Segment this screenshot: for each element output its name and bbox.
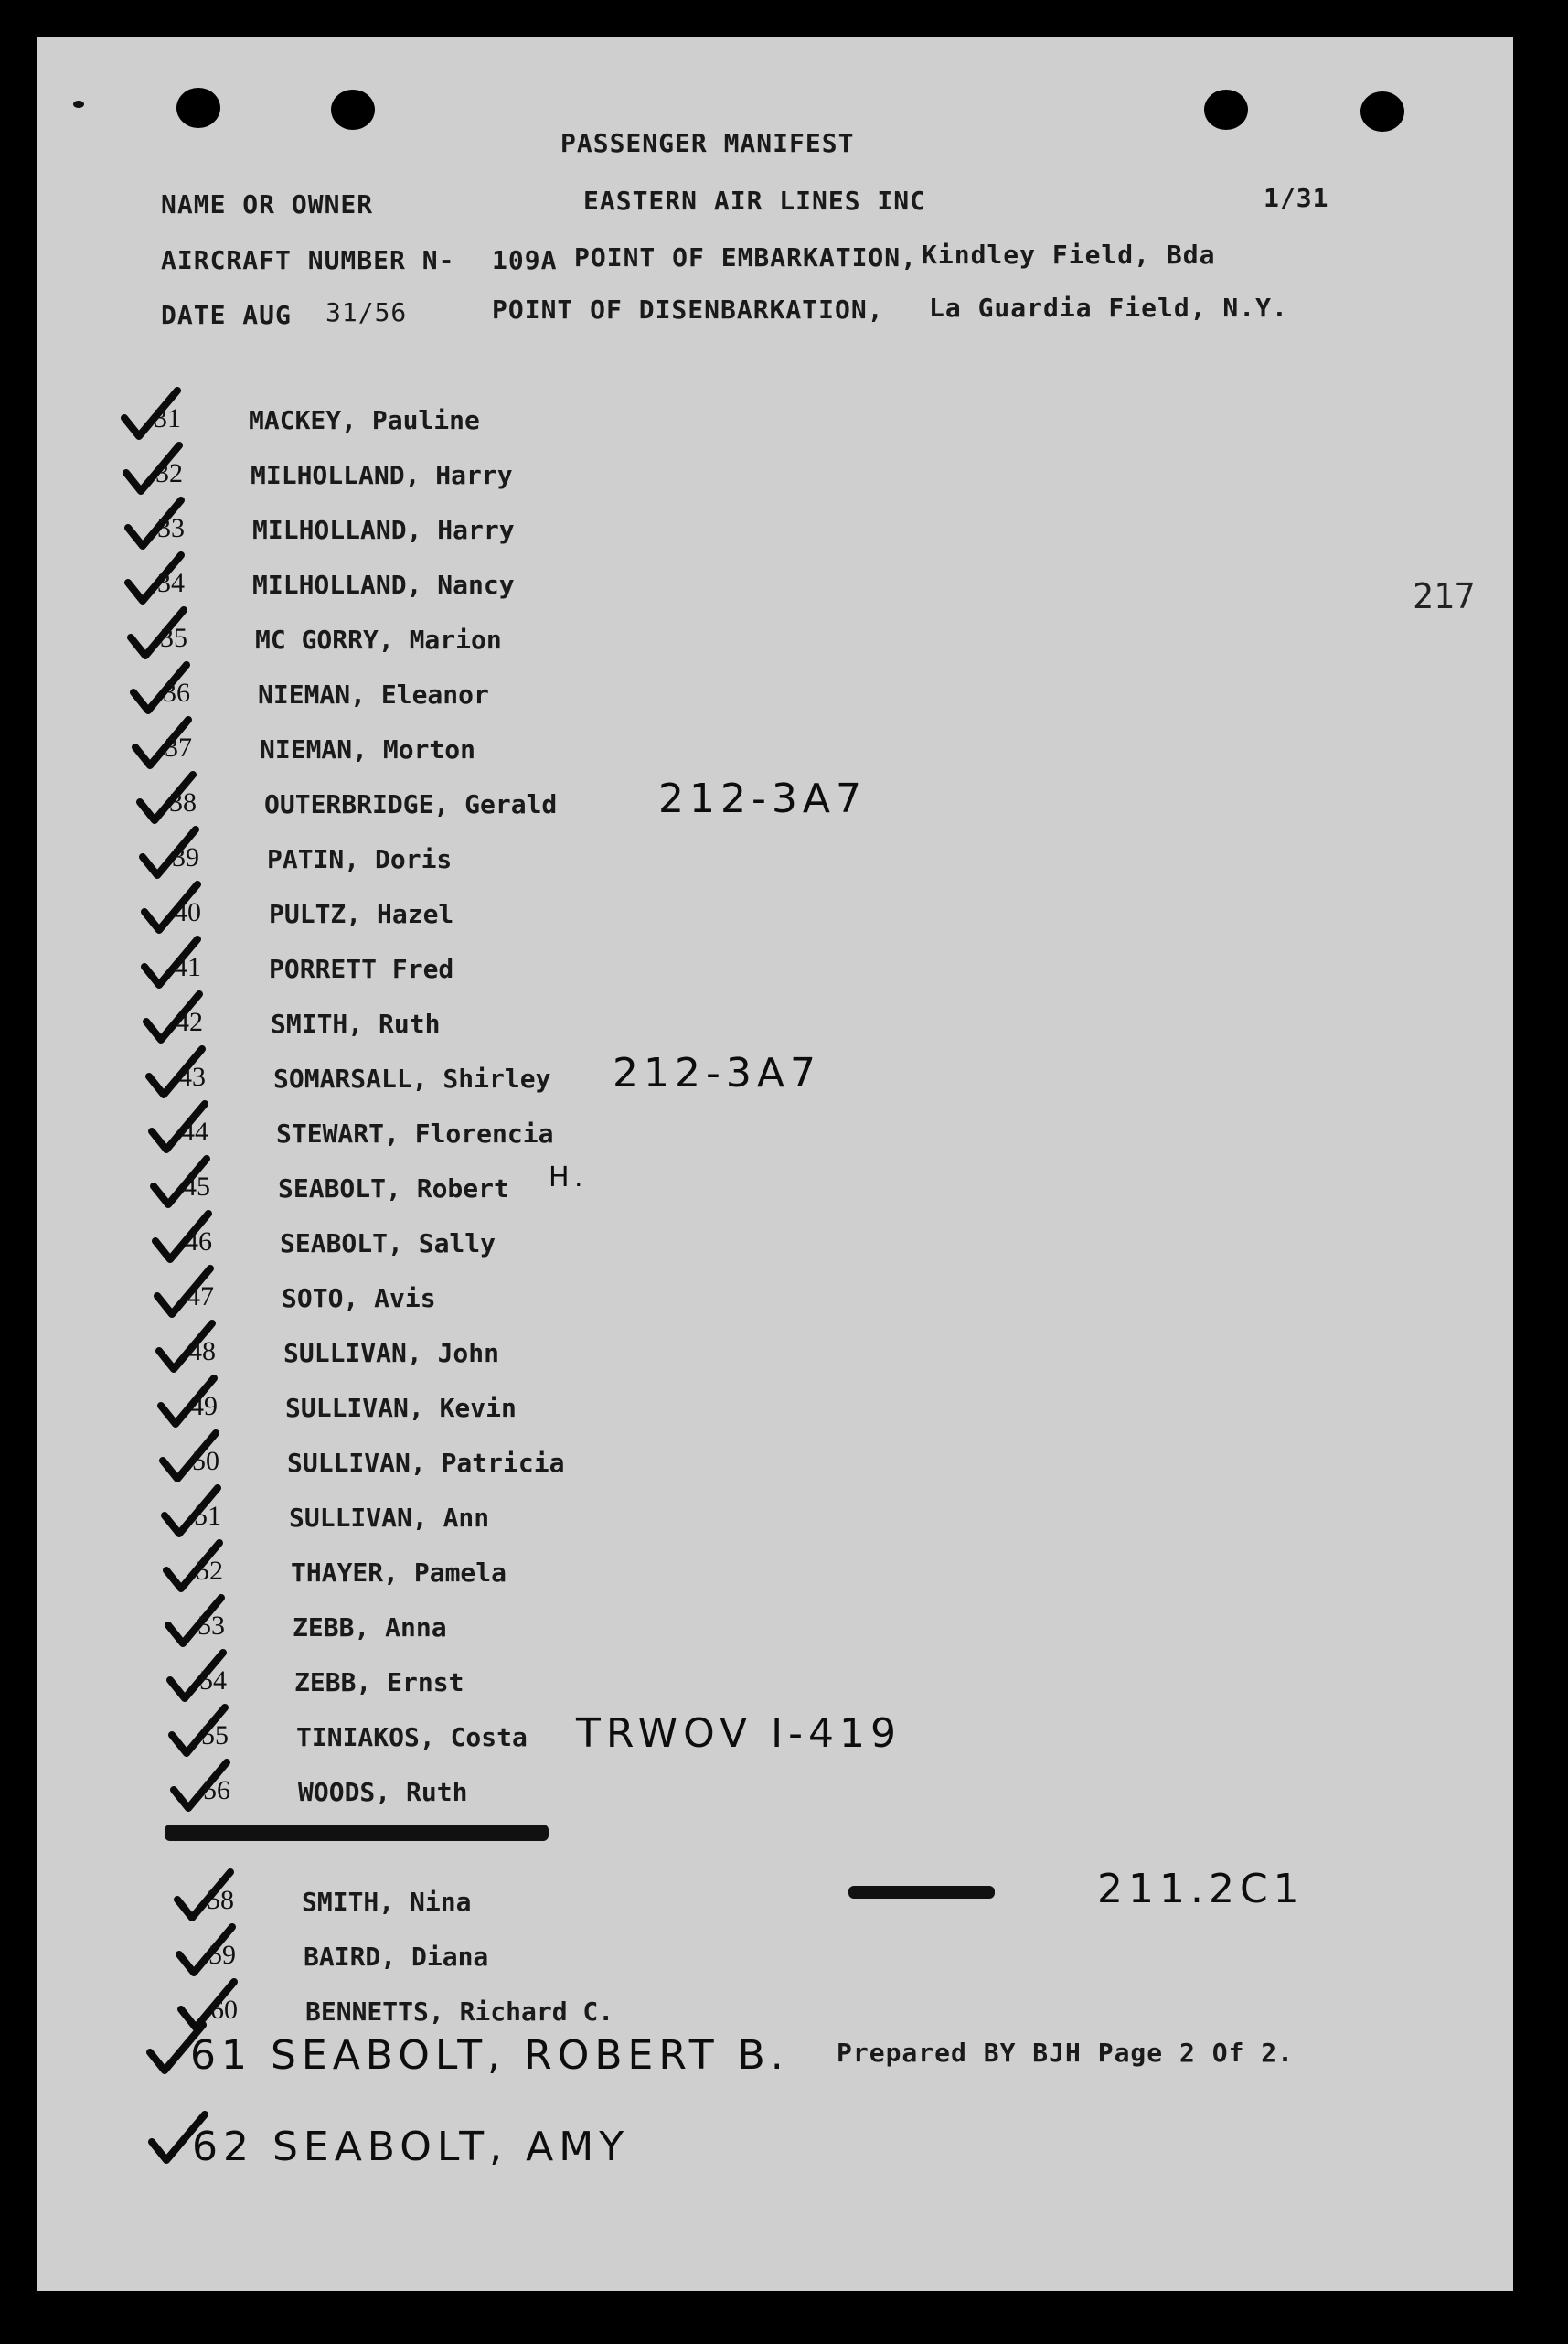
- passenger-number: 38: [169, 787, 197, 818]
- manifest-title: PASSENGER MANIFEST: [560, 128, 855, 158]
- punch-hole: [331, 90, 375, 130]
- passenger-name: MC GORRY, Marion: [255, 625, 502, 655]
- passenger-number: 55: [201, 1720, 229, 1750]
- punch-hole: [176, 88, 220, 128]
- passenger-number: 33: [157, 513, 185, 543]
- passenger-name: THAYER, Pamela: [291, 1557, 507, 1588]
- disembarkation-label: POINT OF DISENBARKATION,: [492, 294, 884, 325]
- passenger-number: 50: [192, 1446, 219, 1476]
- passenger-number: 31: [154, 403, 181, 433]
- name-owner-label: NAME OR OWNER: [161, 189, 374, 219]
- passenger-number: 59: [208, 1940, 236, 1970]
- passenger-name: TINIAKOS, Costa: [296, 1722, 528, 1752]
- stamp-number: 217: [1413, 576, 1476, 616]
- passenger-name: PULTZ, Hazel: [269, 899, 454, 929]
- passenger-number: 60: [210, 1995, 238, 2025]
- passenger-number: 52: [196, 1556, 223, 1586]
- passenger-name: SOTO, Avis: [282, 1283, 436, 1313]
- handwritten-note: H.: [549, 1161, 589, 1193]
- passenger-number: 39: [172, 842, 199, 872]
- aircraft-number: 109A: [492, 245, 558, 275]
- passenger-name: PORRETT Fred: [269, 954, 454, 984]
- passenger-number: 53: [197, 1611, 225, 1641]
- prepared-by: Prepared BY BJH Page 2 Of 2.: [837, 2038, 1295, 2068]
- passenger-number: 51: [194, 1501, 221, 1531]
- passenger-name: SULLIVAN, Kevin: [285, 1393, 517, 1423]
- handwritten-note: TRWOV I-419: [576, 1710, 901, 1757]
- passenger-number: 49: [190, 1391, 218, 1421]
- passenger-number: 47: [187, 1281, 214, 1311]
- manifest-sheet: [37, 37, 1513, 2291]
- embarkation-value: Kindley Field, Bda: [922, 240, 1216, 270]
- redaction-bar: [848, 1886, 995, 1899]
- passenger-number: 46: [185, 1226, 212, 1257]
- handwritten-row: 61 SEABOLT, ROBERT B.: [190, 2032, 789, 2079]
- passenger-name: MILHOLLAND, Harry: [252, 515, 515, 545]
- passenger-name: SULLIVAN, Ann: [289, 1503, 490, 1533]
- passenger-name: ZEBB, Ernst: [294, 1667, 464, 1697]
- passenger-name: SEABOLT, Robert: [278, 1173, 509, 1204]
- punch-hole: [1360, 91, 1404, 132]
- passenger-name: MACKEY, Pauline: [249, 405, 480, 435]
- embarkation-label: POINT OF EMBARKATION,: [574, 242, 918, 273]
- passenger-name: BAIRD, Diana: [304, 1942, 489, 1972]
- passenger-name: MILHOLLAND, Harry: [251, 460, 513, 490]
- passenger-number: 54: [199, 1665, 227, 1696]
- redaction-bar: [165, 1825, 549, 1841]
- flight-value: 1/31: [1264, 183, 1329, 213]
- passenger-number: 45: [183, 1172, 210, 1202]
- passenger-name: MILHOLLAND, Nancy: [252, 570, 515, 600]
- passenger-number: 48: [188, 1336, 216, 1366]
- passenger-number: 44: [181, 1117, 208, 1147]
- passenger-number: 36: [163, 678, 190, 708]
- owner-value: EASTERN AIR LINES INC: [583, 186, 927, 216]
- date-label: DATE AUG: [161, 300, 292, 330]
- passenger-number: 42: [176, 1007, 203, 1037]
- passenger-name: STEWART, Florencia: [276, 1118, 554, 1149]
- passenger-name: SMITH, Ruth: [271, 1009, 441, 1039]
- passenger-number: 41: [174, 952, 201, 982]
- passenger-number: 35: [160, 623, 187, 653]
- passenger-name: SMITH, Nina: [302, 1887, 472, 1917]
- passenger-name: SULLIVAN, John: [283, 1338, 500, 1368]
- passenger-name: PATIN, Doris: [267, 844, 453, 874]
- aircraft-label: AIRCRAFT NUMBER N-: [161, 245, 455, 275]
- passenger-number: 32: [155, 458, 183, 488]
- handwritten-note: 212-3A7: [658, 776, 867, 822]
- passenger-number: 56: [203, 1775, 230, 1805]
- handwritten-note: 211.2C1: [1097, 1866, 1305, 1912]
- passenger-name: SULLIVAN, Patricia: [287, 1448, 565, 1478]
- passenger-number: 40: [174, 897, 201, 927]
- passenger-name: WOODS, Ruth: [298, 1777, 468, 1807]
- passenger-number: 37: [165, 733, 192, 763]
- passenger-number: 34: [157, 568, 185, 598]
- passenger-name: SEABOLT, Sally: [280, 1228, 496, 1258]
- passenger-name: NIEMAN, Eleanor: [258, 680, 489, 710]
- handwritten-row: 62 SEABOLT, AMY: [192, 2124, 630, 2170]
- passenger-name: NIEMAN, Morton: [260, 734, 476, 765]
- passenger-number: 58: [207, 1885, 234, 1915]
- punch-hole: [1204, 90, 1248, 130]
- date-value: 31/56: [325, 297, 408, 327]
- passenger-name: BENNETTS, Richard C.: [305, 1996, 614, 2027]
- disembarkation-value: La Guardia Field, N.Y.: [929, 293, 1288, 323]
- passenger-name: SOMARSALL, Shirley: [273, 1064, 551, 1094]
- handwritten-note: 212-3A7: [613, 1050, 821, 1097]
- passenger-name: OUTERBRIDGE, Gerald: [264, 789, 558, 819]
- passenger-name: ZEBB, Anna: [293, 1612, 447, 1643]
- ink-speck: [73, 101, 84, 108]
- passenger-number: 43: [178, 1062, 206, 1092]
